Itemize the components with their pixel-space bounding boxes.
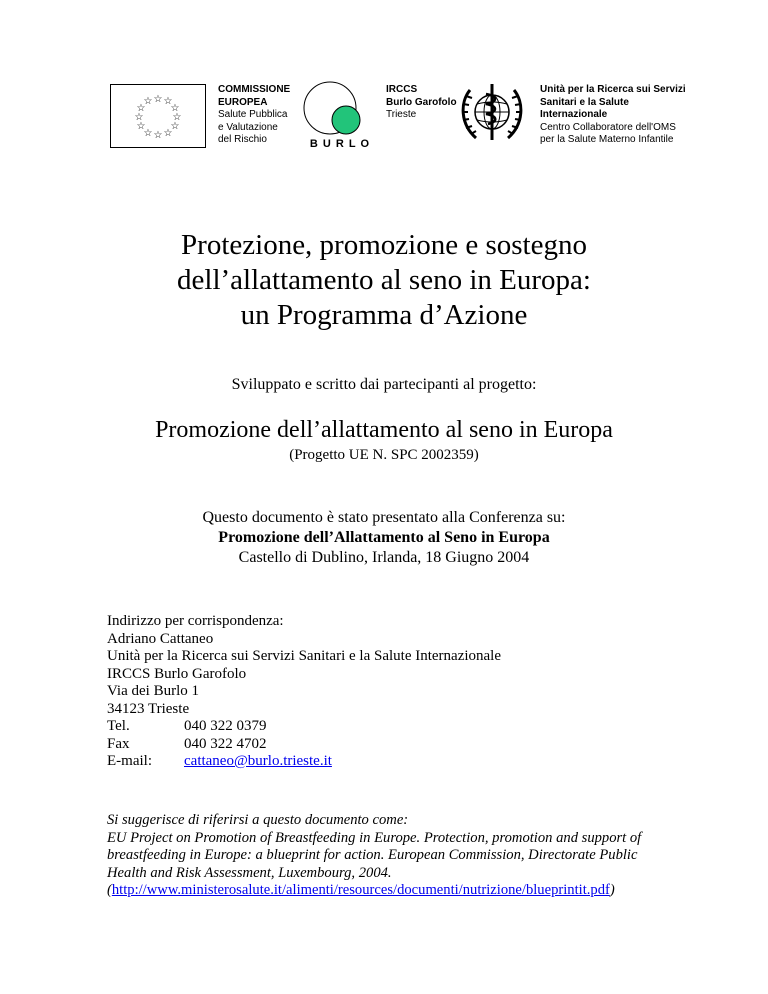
unit-line4: Centro Collaboratore dell'OMS: [540, 121, 676, 133]
fax-value: 040 322 4702: [184, 735, 267, 752]
title-line3: un Programma d’Azione: [240, 299, 528, 331]
conference-name: Promozione dell’Allattamento al Seno in Europa: [218, 529, 550, 546]
tel-value: 040 322 0379: [184, 718, 267, 734]
address-name: Adriano Cattaneo: [107, 630, 214, 647]
irccs-caption: [386, 84, 457, 122]
ec-caption: [218, 84, 290, 147]
irccs-line3: Trieste: [386, 109, 417, 120]
address-unit: Unità per la Ricerca sui Servizi Sanitari e la Salute Internazionale: [107, 648, 502, 664]
svg-text:☆: ☆: [136, 103, 146, 114]
svg-text:☆: ☆: [143, 96, 153, 107]
irccs-line2: Burlo Garofolo: [386, 96, 457, 108]
ec-line2: EUROPEA: [218, 96, 268, 108]
svg-text:☆: ☆: [170, 121, 180, 132]
citation-open-paren: (: [107, 882, 112, 898]
svg-text:☆: ☆: [136, 121, 146, 132]
svg-text:☆: ☆: [170, 103, 180, 114]
svg-text:☆: ☆: [153, 94, 163, 105]
svg-text:☆: ☆: [134, 112, 144, 123]
svg-text:☆: ☆: [153, 130, 163, 141]
citation-line1: Si suggerisce di riferirsi a questo documento come:: [107, 812, 409, 828]
who-emblem-logo: [454, 80, 530, 148]
unit-caption: [540, 84, 686, 147]
ec-line3: Salute Pubblica: [218, 109, 288, 120]
conference-intro: Questo documento è stato presentato alla Conferenza su:: [202, 509, 566, 526]
citation-block: [107, 812, 707, 900]
document-title: [0, 228, 768, 333]
address-heading: Indirizzo per corrispondenza:: [107, 613, 284, 629]
svg-text:☆: ☆: [163, 128, 173, 139]
title-line1: Protezione, promozione e sostegno: [181, 229, 587, 261]
project-name: Promozione dell’allattamento al seno in Europa: [155, 417, 613, 443]
project-code: (Progetto UE N. SPC 2002359): [289, 447, 479, 463]
address-email-row: [107, 753, 501, 771]
svg-text:☆: ☆: [163, 96, 173, 107]
who-emblem-icon: [454, 80, 530, 148]
address-fax-row: [107, 736, 501, 754]
unit-line3: Internazionale: [540, 109, 608, 120]
unit-line1: Unità per la Ricerca sui Servizi: [540, 84, 686, 95]
correspondence-address: [107, 613, 501, 771]
citation-close-paren: ): [609, 882, 615, 898]
ec-line4: e Valutazione: [218, 121, 278, 133]
address-city: 34123 Trieste: [107, 700, 190, 717]
fax-label: Fax: [107, 735, 130, 752]
unit-line2: Sanitari e la Salute: [540, 96, 629, 108]
conference-place: Castello di Dublino, Irlanda, 18 Giugno 2004: [238, 549, 530, 566]
address-street: Via dei Burlo 1: [107, 683, 199, 699]
address-tel-row: [107, 718, 501, 736]
svg-text:☆: ☆: [143, 128, 153, 139]
subtitle: Sviluppato e scritto dai partecipanti al progetto:: [231, 376, 537, 393]
eu-flag-logo: [110, 84, 206, 148]
address-institute: IRCCS Burlo Garofolo: [107, 665, 247, 682]
citation-line3: breastfeeding in Europe: a blueprint for action. European Commission, Directorate Public: [107, 847, 638, 863]
tel-label: Tel.: [107, 718, 130, 734]
ec-line1: COMMISSIONE: [218, 84, 291, 95]
eu-stars-icon: [111, 85, 205, 147]
irccs-line1: IRCCS: [386, 84, 418, 95]
header-logos: [0, 80, 768, 160]
svg-text:☆: ☆: [172, 112, 182, 123]
email-link[interactable]: cattaneo@burlo.trieste.it: [184, 753, 332, 769]
unit-line5: per la Salute Materno Infantile: [540, 134, 674, 145]
citation-url-link[interactable]: http://www.ministerosalute.it/alimenti/resources/documenti/nutrizione/blueprintit.pdf: [111, 882, 610, 898]
burlo-wordmark: B U R L O: [309, 138, 371, 150]
ec-line5: del Rischio: [218, 134, 267, 145]
email-label: E-mail:: [107, 753, 152, 769]
citation-line2: EU Project on Promotion of Breastfeeding in Europe. Protection, promotion and support of: [107, 829, 642, 846]
citation-url-row: [107, 882, 707, 900]
citation-line4: Health and Risk Assessment, Luxembourg, 2004.: [107, 864, 392, 881]
title-line2: dell’allattamento al seno in Europa:: [177, 264, 591, 296]
burlo-logo: [300, 80, 370, 150]
